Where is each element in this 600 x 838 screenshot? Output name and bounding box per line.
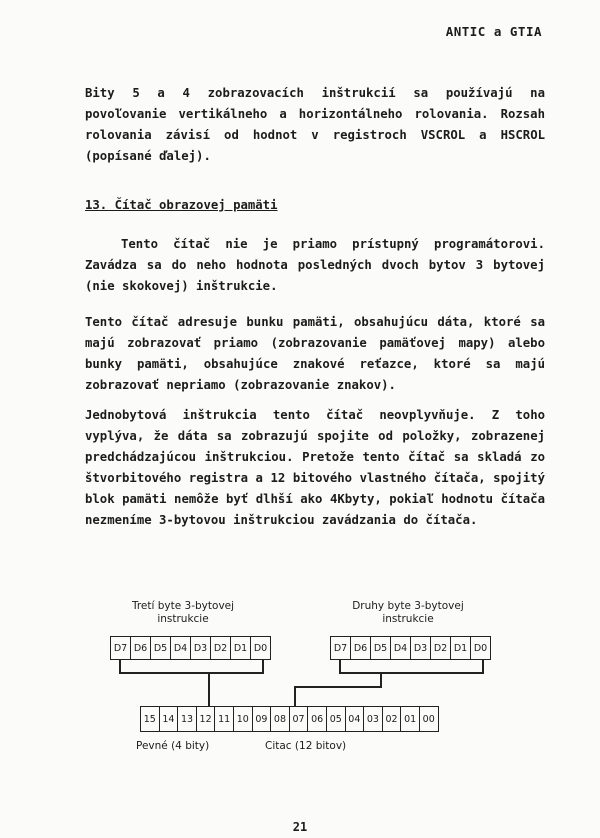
bracket-right-end [482, 660, 484, 672]
section-title: 13. Čítač obrazovej pamäti [85, 198, 278, 212]
left-bit-cell: D5 [151, 637, 171, 659]
counter-bits-label: Citac (12 bitov) [265, 740, 347, 752]
left-label-line2: instrukcie [157, 613, 209, 625]
left-bit-cell: D6 [131, 637, 151, 659]
bracket-left-start [119, 660, 121, 672]
left-register [110, 636, 271, 660]
left-bit-cell: D0 [253, 642, 268, 654]
connector-right-drop [294, 686, 296, 706]
counter-bit-cell: 15 [141, 707, 160, 731]
counter-diagram [0, 596, 600, 766]
counter-bit-cell: 05 [327, 707, 346, 731]
paragraph-single-byte: Jednobytová inštrukcia tento čítač neovplyvňuje. Z toho vyplýva, že dáta sa zobrazujú spojite od položky, zobrazenej predchádzajúcou inštrukciou. Pretože tento čítač sa skladá zo štvorbitového registra a 12 bitového vlastného čítača, spojitý blok pamäti nemôže byť dlhší ako 4Kbyty, pokiaľ hodnotu čítača nezmeníme 3-bytovou inštrukciou zavádzania do čítača. [85, 408, 545, 527]
paragraph-scroll-bits: Bity 5 a 4 zobrazovacích inštrukcií sa používajú na povoľovanie vertikálneho a horizontálneho rolovania. Rozsah rolovania závisí od hodnot v registroch VSCROL a HSCROL (popísané ďalej). [85, 86, 545, 163]
fixed-bits-label: Pevné (4 bity) [136, 740, 210, 752]
right-bit-cell: D5 [371, 637, 391, 659]
counter-bit-cell: 12 [197, 707, 216, 731]
bracket-left-end [262, 660, 264, 672]
right-label-line1: Druhy byte 3-bytovej [352, 600, 464, 612]
right-bit-cell: D2 [431, 637, 451, 659]
counter-bit-cell: 11 [215, 707, 234, 731]
counter-bit-cell: 02 [383, 707, 402, 731]
counter-bit-cell: 07 [290, 707, 309, 731]
right-bit-cell: D4 [391, 637, 411, 659]
counter-register [140, 706, 439, 732]
left-bit-cell: D1 [231, 637, 251, 659]
right-bit-cell: D0 [473, 642, 488, 654]
paragraph-counter-addressing: Tento čítač adresuje bunku pamäti, obsahujúcu dáta, ktoré sa majú zobrazovať priamo (zobrazovanie pamäťovej mapy) alebo bunky pamäti, obsahujúce znakové reťazce, ktoré sa majú zobrazovať nepriamo (zobrazovanie znakov). [85, 315, 545, 392]
connector-left-drop [208, 672, 210, 706]
counter-bit-cell: 06 [308, 707, 327, 731]
counter-bit-cell: 01 [401, 707, 420, 731]
right-bit-cell: D3 [411, 637, 431, 659]
right-register [330, 636, 491, 660]
counter-bit-cell: 00 [422, 713, 435, 725]
left-bit-cell: D2 [211, 637, 231, 659]
bracket-right-start [339, 660, 341, 672]
counter-bit-cell: 03 [364, 707, 383, 731]
right-bit-cell: D7 [331, 637, 351, 659]
counter-bit-cell: 10 [234, 707, 253, 731]
paragraph-counter-intro: Tento čítač nie je priamo prístupný programátorovi. Zavádza sa do neho hodnota posledných dvoch bytov 3 bytovej (nie skokovej) inštrukcie. [85, 237, 545, 293]
bracket-left-bar [119, 672, 264, 674]
left-bit-cell: D7 [111, 637, 131, 659]
counter-bit-cell: 13 [178, 707, 197, 731]
right-bit-cell: D1 [451, 637, 471, 659]
connector-right-across [294, 686, 382, 688]
counter-bit-cell: 04 [346, 707, 365, 731]
counter-bit-cell: 08 [271, 707, 290, 731]
running-header: ANTIC a GTIA [445, 24, 542, 39]
counter-bit-cell: 09 [253, 707, 272, 731]
left-register-label [108, 600, 258, 626]
left-bit-cell: D4 [171, 637, 191, 659]
left-bit-cell: D3 [191, 637, 211, 659]
counter-bit-cell: 14 [160, 707, 179, 731]
connector-right-down [380, 672, 382, 686]
page-number: 21 [292, 820, 308, 834]
bracket-right-bar [339, 672, 484, 674]
left-label-line1: Tretí byte 3-bytovej [131, 600, 235, 612]
right-register-label [333, 600, 483, 626]
right-bit-cell: D6 [351, 637, 371, 659]
right-label-line2: instrukcie [382, 613, 434, 625]
